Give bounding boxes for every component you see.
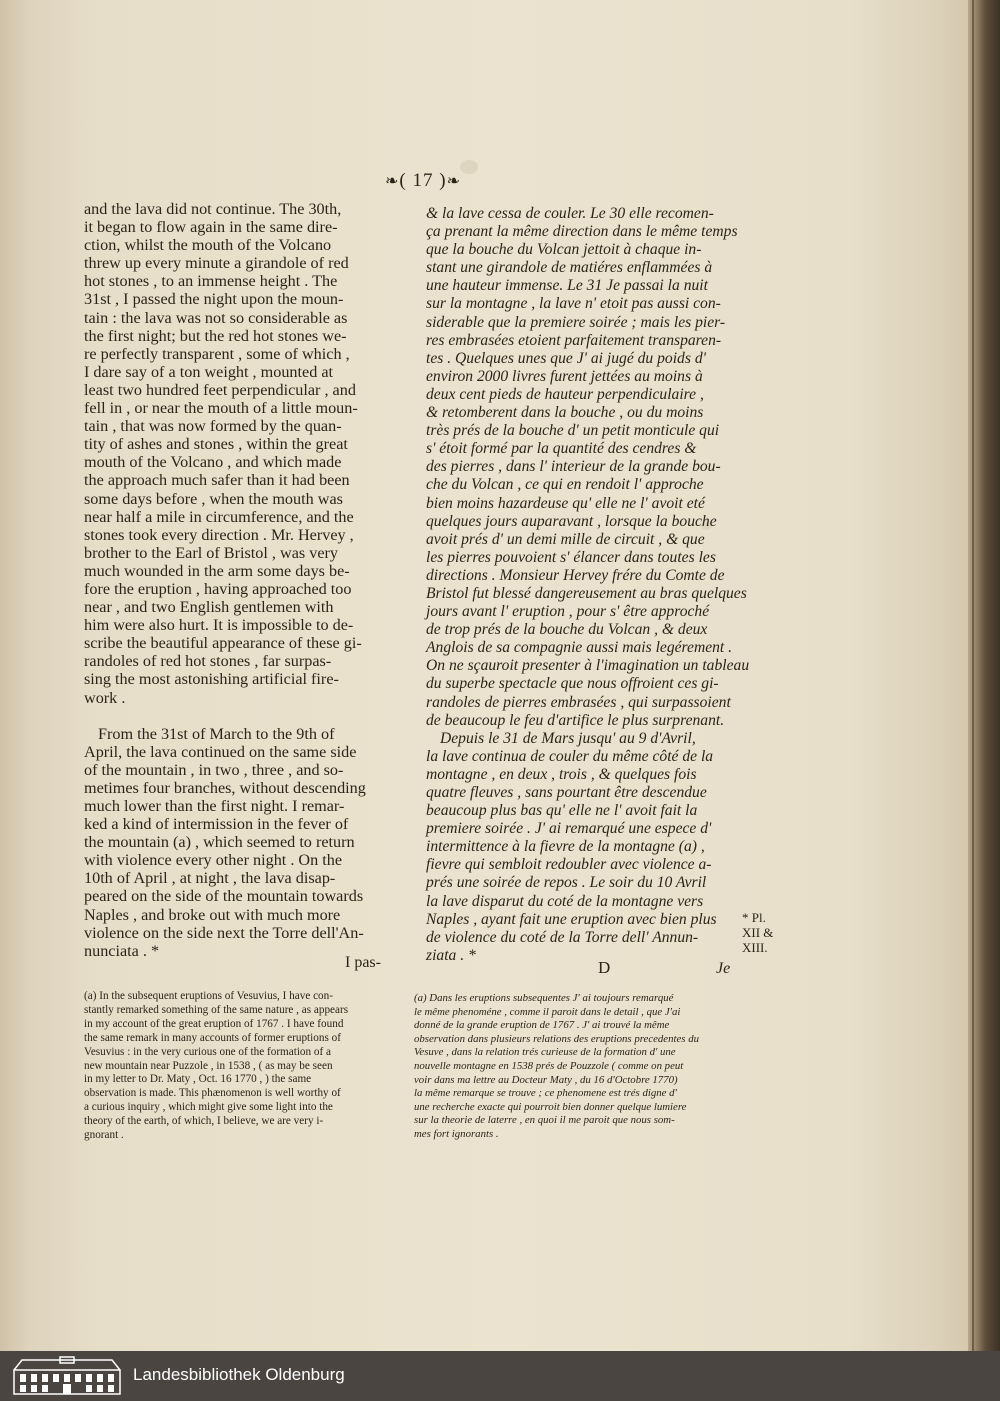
french-text-line: de beaucoup le feu d'artifice le plus surprenant. [426, 711, 725, 729]
french-text-line: stant une girandole de matiéres enflammées à [426, 259, 713, 277]
french-text-line: de trop prés de la bouche du Volcan , & deux [426, 621, 708, 639]
french-text-line: tes . Quelques unes que J' ai jugé du poids d' [426, 349, 706, 367]
french-text-line: deux cent pieds de hauteur perpendiculaire , [426, 385, 704, 403]
french-text-line: une hauteur immense. Le 31 Je passai la nuit [426, 277, 708, 295]
french-text-line: premiere soirée . J' ai remarqué une espece d' [426, 820, 712, 838]
french-text-line: bien moins hazardeuse qu' elle ne l' avoit eté [426, 494, 705, 512]
french-text-line: ça prenant la même direction dans le même temps [426, 223, 738, 241]
french-text-line: sur la montagne , la lave n' etoit pas aussi con- [426, 295, 721, 313]
french-text-line: beaucoup plus bas qu' elle ne l' avoit fait la [426, 802, 698, 820]
french-footnote-line: (a) Dans les eruptions subsequentes J' ai toujours remarqué [414, 992, 674, 1004]
french-text-line: des pierres , dans l' interieur de la grande bou- [426, 458, 721, 476]
english-text-line: the approach much safer than it had been [84, 471, 350, 490]
english-text-line: near half a mile in circumference, and the [84, 507, 354, 526]
margin-note-line: XIII. [742, 940, 768, 955]
english-text-line: tain , that was now formed by the quan- [84, 417, 342, 436]
french-text-line: environ 2000 livres furent jettées au moins à [426, 367, 703, 385]
french-text-line: & retomberent dans la bouche , ou du moins [426, 404, 704, 422]
english-text-line: fell in , or near the mouth of a little moun- [84, 399, 358, 418]
english-text-line: least two hundred feet perpendicular , and [84, 380, 356, 399]
french-footnote [414, 992, 739, 1142]
french-text-line: s' étoit formé par la quantité des cendres & [426, 440, 697, 458]
english-text-line: much wounded in the arm some days be- [84, 561, 350, 580]
english-text-line: and the lava did not continue. The 30th, [84, 200, 342, 218]
french-column [426, 205, 750, 965]
french-text-line: la lave continua de couler du même côté de la [426, 747, 714, 765]
english-text-line: peared on the side of the mountain towards [84, 887, 364, 906]
french-text-line: du superbe spectacle que nous offroient ces gi- [426, 675, 719, 693]
french-footnote-line: la même remarque se trouve ; ce phenomene est trés digne d' [414, 1087, 677, 1100]
english-text-line: scribe the beautiful appearance of these gi- [84, 634, 362, 653]
english-footnote-line: in my account of the great eruption of 1767 . I have found [84, 1017, 344, 1030]
paragraph-break [84, 707, 394, 725]
french-text-line: Depuis le 31 de Mars jusqu' au 9 d'Avril, [440, 729, 696, 747]
english-text-line: I dare say of a ton weight , mounted at [84, 362, 334, 381]
french-text-line: Anglois de sa compagnie aussi mais legérement . [426, 639, 733, 657]
french-text-line: & la lave cessa de couler. Le 30 elle recomen- [426, 205, 714, 222]
english-footnote-line: (a) In the subsequent eruptions of Vesuvius, I have con- [84, 990, 333, 1002]
english-text-line: near , and two English gentlemen with [84, 598, 334, 617]
french-text-line: directions . Monsieur Hervey frére du Comte de [426, 566, 725, 584]
french-text-line: prés une soirée de repos . Le soir du 10 Avril [426, 874, 707, 892]
english-text-line: of the mountain , in two , three , and so- [84, 760, 344, 779]
english-text-line: April, the lava continued on the same side [84, 742, 357, 761]
english-text-line: 31st , I passed the night upon the moun- [84, 290, 344, 309]
french-text-line: intermittence à la fievre de la montagne (a) , [426, 838, 705, 856]
english-text-line: threw up every minute a girandole of red [84, 254, 349, 273]
french-text-line: avoit prés d' un demi mille de circuit , & que [426, 530, 705, 548]
library-building-logo-icon[interactable] [12, 1356, 122, 1396]
english-text-line: mouth of the Volcano , and which made [84, 453, 342, 472]
page-number-header [358, 170, 488, 192]
french-footnote-line: nouvelle montagne en 1538 prés de Pouzzole ( comme on peut [414, 1059, 684, 1072]
french-footnote-line: observation dans plusieurs relations des eruptions precedentes du [414, 1032, 699, 1045]
french-text-line: très prés de la bouche d' un petit monticule qui [426, 422, 720, 440]
english-footnote-line: in my letter to Dr. Maty , Oct. 16 1770 , ) the same [84, 1073, 312, 1086]
english-footnote-line: Vesuvius : in the very curious one of the formation of a [84, 1045, 331, 1058]
page-number: ( 17 ) [399, 170, 447, 191]
english-text-line: ked a kind of intermission in the fever of [84, 815, 349, 834]
english-footnote-line: theory of the earth, of which, I believe, we are very i- [84, 1115, 324, 1128]
english-text-line: randoles of red hot stones , far surpas- [84, 652, 332, 671]
french-text-line: les pierres pouvoient s' élancer dans toutes les [426, 548, 716, 566]
english-footnote-line: observation is made. This phænomenon is well worthy of [84, 1087, 341, 1100]
french-text-line: Bristol fut blessé dangereusement au bras quelques [426, 584, 747, 602]
english-text-line: violence on the side next the Torre dell'An- [84, 923, 364, 942]
french-text-line: montagne , en deux , trois , & quelques fois [426, 765, 697, 783]
english-text-line: work . [84, 688, 126, 707]
english-text-line: him were also hurt. It is impossible to de- [84, 616, 354, 635]
french-text-line: ziata . * [426, 946, 476, 964]
plate-margin-note [742, 910, 773, 955]
english-text-line: metimes four branches, without descending [84, 778, 366, 797]
english-text-line: nunciata . * [84, 941, 160, 960]
french-text-line: la lave disparut du coté de la montagne vers [426, 892, 704, 910]
french-footnote-line: le même phenoméne , comme il paroit dans le detail , que J'ai [414, 1005, 681, 1018]
english-text-line: hot stones , to an immense height . The [84, 272, 338, 291]
french-footnote-line: Vesuve , dans la relation trés curieuse de la formation d' une [414, 1046, 676, 1059]
french-text-line: de violence du coté de la Torre dell' Annun- [426, 928, 699, 946]
english-text-line: it began to flow again in the same dire- [84, 218, 338, 237]
french-text-line: On ne sçauroit presenter à l'imagination un tableau [426, 657, 750, 675]
ornament-icon: ❧ [385, 173, 400, 190]
english-footnote-line: stantly remarked something of the same nature , as appears [84, 1003, 349, 1016]
french-text-line: siderable que la premiere soirée ; mais les pier- [426, 313, 726, 331]
english-text-line: with violence every other night . On the [84, 851, 343, 870]
library-name[interactable]: Landesbibliothek Oldenburg [133, 1365, 345, 1384]
margin-note-line: * Pl. [742, 910, 766, 925]
english-text-line: 10th of April , at night , the lava disap- [84, 869, 336, 888]
french-text-line: quatre fleuves , sans pourtant être descendue [426, 784, 707, 801]
french-text-line: jours avant l' eruption , pour s' être approché [426, 603, 710, 621]
page-edge-line [972, 0, 974, 1351]
english-text-line: fore the eruption , having approached too [84, 579, 352, 598]
english-text-line: the first night; but the red hot stones we- [84, 326, 347, 345]
french-text-line: res embrasées etoient parfaitement transparen- [426, 331, 722, 349]
english-catchword: I pas- [345, 954, 381, 971]
english-text-line: stones took every direction . Mr. Hervey , [84, 525, 354, 544]
french-footnote-line: donné de la grande eruption de 1767 . J' ai trouvé la même [414, 1019, 670, 1032]
french-footnote-line: sur la theorie de laterre , en quoi il me paroit que nous som- [414, 1114, 675, 1127]
english-footnote-line: the same remark in many accounts of former eruptions of [84, 1031, 341, 1044]
french-text-line: che du Volcan , ce qui en rendoit l' approche [426, 476, 704, 494]
english-footnote-line: a curious inquiry , which might give some light into the [84, 1101, 333, 1114]
signature-mark: D [598, 958, 611, 977]
french-footnote-line: mes fort ignorants . [414, 1127, 499, 1140]
english-text-line: re perfectly transparent , some of which , [84, 344, 350, 363]
french-text-line: randoles de pierres embrasées , qui surpassoient [426, 693, 731, 711]
french-footnote-line: voir dans ma lettre au Docteur Maty , du 16 d'Octobre 1770) [414, 1073, 678, 1086]
french-text-line: Naples , ayant fait une eruption avec bien plus [426, 910, 717, 928]
english-text-line: much lower than the first night. I remar- [84, 797, 345, 815]
english-text-line: Naples , and broke out with much more [84, 905, 341, 924]
french-catchword: Je [716, 960, 731, 977]
french-footnote-line: une recherche exacte qui pourroit bien donner quelque lumiere [414, 1100, 687, 1113]
french-text-line: que la bouche du Volcan jettoit à chaque in- [426, 241, 702, 259]
margin-note-line: XII & [742, 925, 774, 940]
english-column [84, 200, 394, 960]
english-text-line: From the 31st of March to the 9th of [98, 724, 335, 743]
french-text-line: fievre qui sembloit redoubler avec violence a- [426, 856, 712, 874]
english-text-line: sing the most astonishing artificial fire- [84, 670, 339, 689]
ornament-icon: ❧ [446, 173, 461, 190]
english-text-line: tain : the lava was not so considerable as [84, 308, 348, 327]
english-text-line: brother to the Earl of Bristol , was very [84, 543, 338, 562]
english-text-line: some days before , when the mouth was [84, 489, 343, 508]
english-text-line: the mountain (a) , which seemed to return [84, 833, 355, 852]
english-footnote-line: gnorant . [84, 1129, 124, 1142]
french-text-line: quelques jours auparavant , lorsque la bouche [426, 512, 717, 530]
english-footnote [84, 990, 390, 1143]
english-text-line: ction, whilst the mouth of the Volcano [84, 236, 332, 255]
english-text-line: tity of ashes and stones , within the great [84, 435, 348, 454]
english-footnote-line: new mountain near Puzzole , in 1538 , ( as may be seen [84, 1059, 333, 1072]
